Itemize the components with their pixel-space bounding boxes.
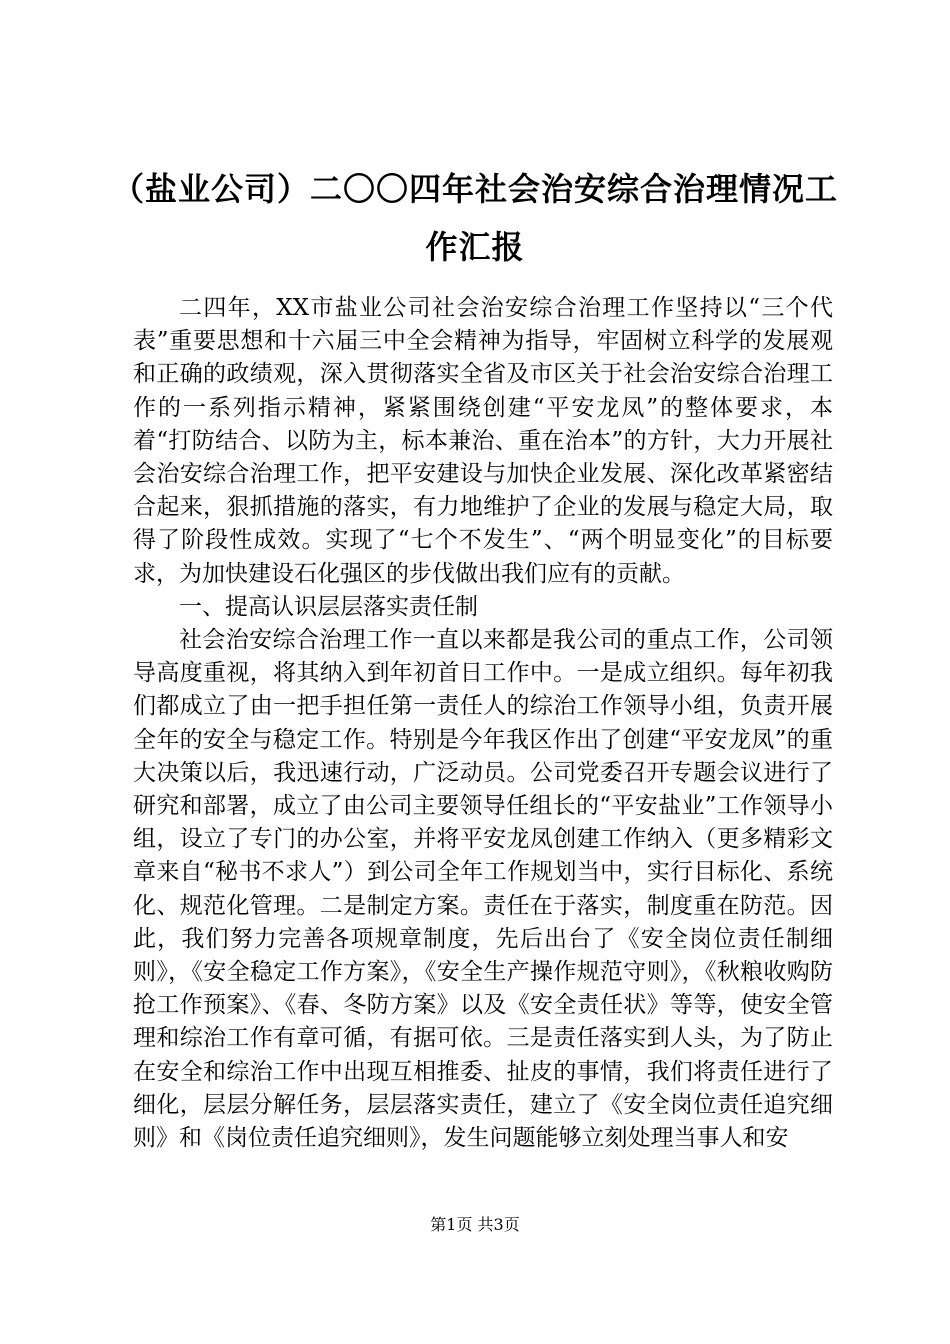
paragraph-section-1: 社会治安综合治理工作一直以来都是我公司的重点工作，公司领导高度重视，将其纳入到年初首日工作中。一是成立组织。每年初我们都成立了由一把手担任第一责任人的综治工作领导小组，负责开展全年的安全与稳定工作。特别是今年我区作出了创建“平安龙凤”的重大决策以后，我迅速行动，广泛动员。公司党委召开专题会议进行了研究和部署，成立了由公司主要领导任组长的“平安盐业”工作领导小组，设立了专门的办公室，并将平安龙凤创建工作纳入（更多精彩文章来自“秘书不求人”）到公司全年工作规划当中，实行目标化、系统化、规范化管理。二是制定方案。责任在于落实，制度重在防范。因此，我们努力完善各项规章制度，先后出台了《安全岗位责任制细则》，《安全稳定工作方案》，《安全生产操作规范守则》，《秋粮收购防抢工作预案》、《春、冬防方案》以及《安全责任状》等等，使安全管理和综治工作有章可循，有据可依。三是责任落实到人头，为了防止在安全和综治工作中出现互相推委、扯皮的事情，我们将责任进行了细化，层层分解任务，层层落实责任，建立了《安全岗位责任追究细则》和《岗位责任追究细则》，发生问题能够立刻处理当事人和安 — [133, 627, 833, 1152]
document-title: （盐业公司）二〇〇四年社会治安综合治理情况工作汇报 — [111, 170, 838, 266]
paragraph-intro: 二四年，XX市盐业公司社会治安综合治理工作坚持以“三个代表”重要思想和十六届三中全会精神为指导，牢固树立科学的发展观和正确的政绩观，深入贯彻落实全省及市区关于社会治安综合治理工作的一系列指示精神，紧紧围绕创建“平安龙凤”的整体要求，本着“打防结合、以防为主，标本兼治、重在治本”的方针，大力开展社会治安综合治理工作，把平安建设与加快企业发展、深化改革紧密结合起来，狠抓措施的落实，有力地维护了企业的发展与稳定大局，取得了阶段性成效。实现了“七个不发生”、“两个明显变化”的目标要求，为加快建设石化强区的步伐做出我们应有的贡献。 — [133, 295, 833, 587]
section-heading-1: 一、提高认识层层落实责任制 — [179, 593, 478, 620]
document-body — [133, 292, 833, 1155]
page-number-footer: 第1页 共3页 — [430, 1215, 520, 1234]
